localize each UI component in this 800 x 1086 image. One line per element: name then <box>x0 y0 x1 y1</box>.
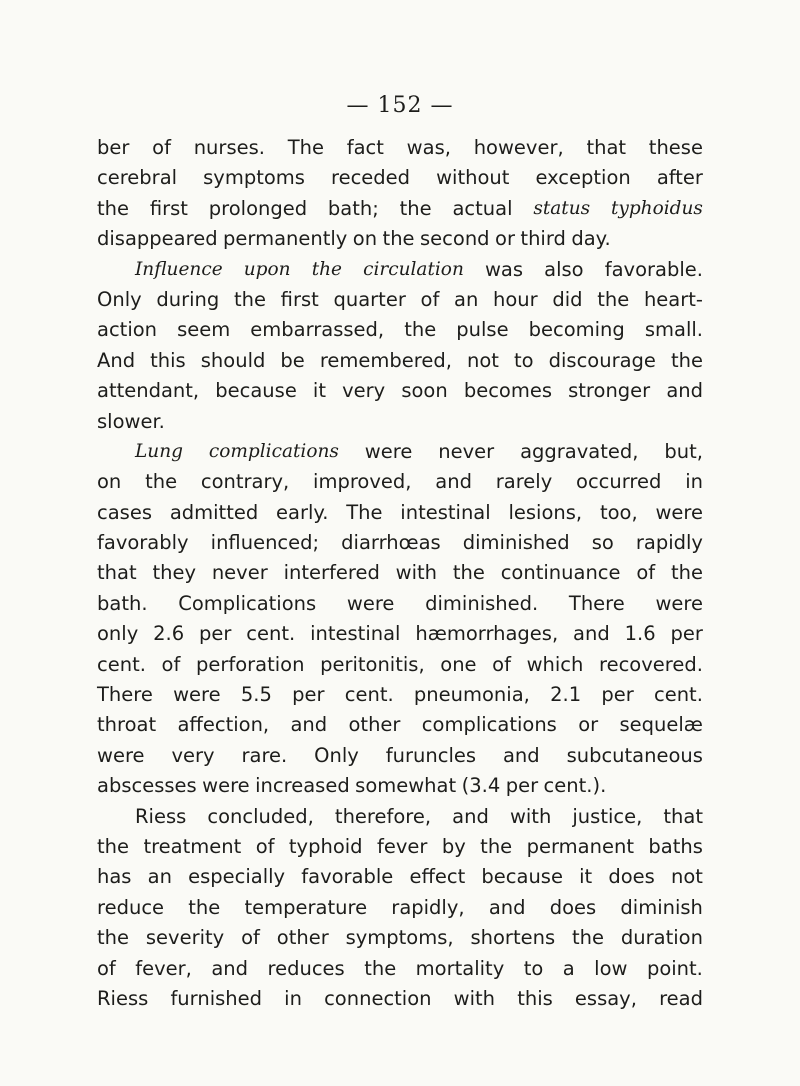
word: ber <box>97 136 130 159</box>
word: 1.6 <box>624 622 656 646</box>
word: especially <box>188 865 286 889</box>
word: the <box>480 834 513 858</box>
word: cent. <box>246 622 296 646</box>
word: not <box>467 348 499 372</box>
word: it <box>312 379 326 403</box>
word: The <box>287 136 324 159</box>
body-text <box>97 133 703 1014</box>
word: the <box>97 926 130 950</box>
word: shortens <box>470 926 556 950</box>
word: that <box>663 804 703 828</box>
word: also <box>544 257 584 281</box>
word: influenced; <box>210 531 320 555</box>
word: per <box>601 683 634 707</box>
word: too, <box>599 500 638 524</box>
word: per <box>505 774 539 798</box>
word: pulse <box>456 318 509 342</box>
text-line <box>97 437 703 467</box>
word: furnished <box>170 986 263 1010</box>
word: was <box>484 257 524 281</box>
word: per <box>670 622 703 646</box>
word: permanent <box>526 834 634 858</box>
word: Complications <box>178 591 317 615</box>
word: perforation <box>195 652 305 676</box>
word: cent. <box>653 683 703 707</box>
text-line <box>97 498 703 528</box>
word: recovered. <box>599 652 703 676</box>
word: which <box>526 652 584 676</box>
word: per <box>199 622 232 646</box>
word: of <box>241 926 260 950</box>
word: typhoid <box>288 834 363 858</box>
italic-word: circulation <box>363 258 464 280</box>
word: in <box>284 986 302 1010</box>
word: The <box>346 500 383 524</box>
word: were <box>655 500 703 524</box>
word: aggravated, <box>520 439 639 463</box>
word: other <box>348 713 401 737</box>
word: continuance <box>500 561 621 585</box>
word: one <box>440 652 477 676</box>
word: bath; <box>327 196 379 220</box>
word: the <box>188 895 221 919</box>
word: peritonitis, <box>320 652 425 676</box>
word: an <box>454 287 479 311</box>
word: rapidly, <box>391 895 465 919</box>
text-line <box>97 407 703 437</box>
word: to <box>514 348 534 372</box>
word: third <box>520 227 566 251</box>
word: without <box>436 166 510 190</box>
word: low <box>594 956 628 980</box>
word: pneumonia, <box>413 683 530 707</box>
word: actual <box>452 196 513 220</box>
word: prolonged <box>208 196 308 220</box>
word: discourage <box>548 348 656 372</box>
word: only <box>97 622 139 646</box>
word: point. <box>646 956 703 980</box>
italic-word: the <box>311 258 342 280</box>
word: intestinal <box>310 622 401 646</box>
word: favorably <box>97 531 189 555</box>
word: becomes <box>463 379 553 403</box>
word: favorable <box>301 865 394 889</box>
text-line <box>97 984 703 1014</box>
word: an <box>147 865 172 889</box>
word: and <box>666 379 703 403</box>
text-line <box>97 710 703 740</box>
word: interfered <box>283 561 380 585</box>
word: other <box>276 926 329 950</box>
word: the <box>572 926 605 950</box>
word: hæmorrhages, <box>415 622 559 646</box>
word: never <box>438 439 495 463</box>
word: and <box>502 743 540 767</box>
text-line <box>97 923 703 953</box>
text-line <box>97 954 703 984</box>
word: heart- <box>643 287 703 311</box>
word: never <box>211 561 268 585</box>
text-line <box>97 832 703 862</box>
word: nurses. <box>193 136 265 159</box>
word: of <box>492 652 511 676</box>
text-line <box>97 619 703 649</box>
word: quarter <box>333 287 406 311</box>
text-line <box>97 802 703 832</box>
word: concluded, <box>207 804 314 828</box>
word: favorable. <box>604 257 703 281</box>
text-line <box>97 558 703 588</box>
text-line <box>97 133 703 163</box>
word: action <box>97 318 158 342</box>
word: second <box>420 227 490 251</box>
word: or <box>495 227 515 251</box>
word: attendant, <box>97 379 200 403</box>
word: bath. <box>97 591 148 615</box>
word: and <box>290 713 328 737</box>
word: of <box>255 834 275 858</box>
word: and <box>488 895 526 919</box>
word: subcutaneous <box>566 743 703 767</box>
word: the <box>452 561 485 585</box>
word: the <box>399 196 432 220</box>
word: temperature <box>244 895 368 919</box>
word: read <box>659 986 703 1010</box>
word: seem <box>177 318 231 342</box>
word: cases <box>97 500 152 524</box>
word: effect <box>409 865 466 889</box>
text-line <box>97 255 703 285</box>
word: with <box>453 986 496 1010</box>
word: throat <box>97 713 157 737</box>
word: with <box>509 804 552 828</box>
word: symptoms <box>203 166 305 190</box>
word: were <box>97 743 145 767</box>
word: abscesses <box>97 774 197 798</box>
word: the <box>670 561 703 585</box>
word: occurred <box>576 470 662 494</box>
word: treatment <box>143 834 242 858</box>
word: of <box>97 956 116 980</box>
text-line <box>97 224 703 254</box>
word: cent. <box>97 652 146 676</box>
word: Only <box>97 287 142 311</box>
word: improved, <box>313 470 412 494</box>
word: per <box>292 683 325 707</box>
word: baths <box>648 834 703 858</box>
word: and <box>435 470 472 494</box>
word: on <box>97 470 122 494</box>
word: it <box>579 865 593 889</box>
word: diminished. <box>425 591 539 615</box>
word: these <box>648 136 703 159</box>
word: There <box>97 683 153 707</box>
word: of <box>161 652 181 676</box>
word: were <box>173 683 221 707</box>
word: day. <box>571 227 611 251</box>
text-line <box>97 771 703 801</box>
word: the <box>670 348 703 372</box>
italic-word: Influence <box>135 258 223 280</box>
word: contrary, <box>200 470 290 494</box>
word: admitted <box>169 500 259 524</box>
word: very <box>342 379 386 403</box>
word: Riess <box>97 986 149 1010</box>
word: fact <box>346 136 384 159</box>
word: were <box>364 439 413 463</box>
word: mortality <box>415 956 505 980</box>
word: rapidly <box>635 531 703 555</box>
word: cent. <box>344 683 394 707</box>
word: does <box>608 865 655 889</box>
word: remembered, <box>319 348 452 372</box>
text-line <box>97 650 703 680</box>
word: because <box>481 865 563 889</box>
word: slower. <box>97 409 165 433</box>
word: embarrassed, <box>250 318 385 342</box>
italic-word: Lung <box>135 440 183 462</box>
word: and <box>573 622 610 646</box>
word: And <box>97 348 136 372</box>
word: reduces <box>267 956 345 980</box>
italic-word: typhoidus <box>610 197 703 219</box>
word: during <box>156 287 220 311</box>
text-line <box>97 315 703 345</box>
word: lesions, <box>508 500 583 524</box>
word: were <box>655 591 703 615</box>
word: justice, <box>572 804 643 828</box>
word: has <box>97 865 132 889</box>
word: fever, <box>135 956 192 980</box>
word: fever <box>376 834 428 858</box>
text-line <box>97 893 703 923</box>
italic-word: upon <box>243 258 291 280</box>
word: was, <box>406 136 451 159</box>
word: stronger <box>568 379 651 403</box>
word: diarrhœas <box>341 531 441 555</box>
word: however, <box>473 136 564 159</box>
word: be <box>280 348 305 372</box>
word: connection <box>324 986 432 1010</box>
word: Riess <box>135 804 187 828</box>
word: were <box>202 774 250 798</box>
word: rare. <box>241 743 288 767</box>
word: receded <box>330 166 411 190</box>
word: 2.1 <box>550 683 582 707</box>
word: diminished <box>462 531 570 555</box>
text-line <box>97 862 703 892</box>
italic-word: status <box>533 197 591 219</box>
word: not <box>670 865 703 889</box>
word: complications <box>421 713 557 737</box>
text-line <box>97 528 703 558</box>
word: by <box>441 834 466 858</box>
word: does <box>549 895 597 919</box>
word: of <box>152 136 171 159</box>
word: reduce <box>97 895 165 919</box>
word: to <box>523 956 544 980</box>
word: of <box>636 561 656 585</box>
word: they <box>152 561 196 585</box>
word: and <box>211 956 249 980</box>
word: that <box>97 561 137 585</box>
word: the <box>404 318 437 342</box>
word: early. <box>276 500 329 524</box>
word: this <box>517 986 553 1010</box>
word: the <box>233 287 266 311</box>
word: on <box>352 227 378 251</box>
word: the <box>145 470 178 494</box>
text-line <box>97 741 703 771</box>
word: with <box>395 561 438 585</box>
word: becoming <box>528 318 625 342</box>
word: severity <box>145 926 225 950</box>
word: after <box>656 166 703 190</box>
word: intestinal <box>400 500 491 524</box>
word: should <box>200 348 266 372</box>
word: and <box>452 804 489 828</box>
word: exception <box>535 166 631 190</box>
word: but, <box>664 439 703 463</box>
word: of <box>420 287 440 311</box>
word: the <box>382 227 415 251</box>
word: the <box>97 196 130 220</box>
word: somewhat <box>355 774 457 798</box>
word: or <box>578 713 599 737</box>
word: first <box>149 196 188 220</box>
word: because <box>215 379 297 403</box>
word: Only <box>314 743 359 767</box>
word: 2.6 <box>153 622 185 646</box>
word: small. <box>644 318 703 342</box>
word: in <box>685 470 703 494</box>
word: (3.4 <box>461 774 501 798</box>
text-line <box>97 376 703 406</box>
word: permanently <box>223 227 348 251</box>
word: 5.5 <box>240 683 272 707</box>
text-line <box>97 163 703 193</box>
word: There <box>568 591 625 615</box>
word: increased <box>255 774 350 798</box>
text-line <box>97 285 703 315</box>
word: affection, <box>177 713 270 737</box>
word: cent.). <box>543 774 607 798</box>
word: this <box>150 348 186 372</box>
word: therefore, <box>334 804 432 828</box>
word: the <box>597 287 630 311</box>
word: hour <box>493 287 538 311</box>
word: essay, <box>574 986 637 1010</box>
italic-word: complications <box>208 440 339 462</box>
text-line <box>97 194 703 224</box>
word: first <box>280 287 319 311</box>
word: rarely <box>495 470 553 494</box>
word: soon <box>401 379 448 403</box>
word: the <box>364 956 397 980</box>
text-line <box>97 467 703 497</box>
text-line <box>97 680 703 710</box>
word: disappeared <box>97 227 218 251</box>
word: very <box>171 743 215 767</box>
word: symptoms, <box>345 926 454 950</box>
word: a <box>562 956 575 980</box>
word: that <box>586 136 627 159</box>
page-number: — 152 — <box>346 93 454 118</box>
word: sequelæ <box>619 713 703 737</box>
word: diminish <box>620 895 703 919</box>
word: furuncles <box>385 743 477 767</box>
text-line <box>97 589 703 619</box>
word: so <box>591 531 614 555</box>
word: the <box>97 834 130 858</box>
word: did <box>552 287 583 311</box>
word: were <box>346 591 395 615</box>
word: cerebral <box>97 166 178 190</box>
word: duration <box>620 926 703 950</box>
text-line <box>97 346 703 376</box>
